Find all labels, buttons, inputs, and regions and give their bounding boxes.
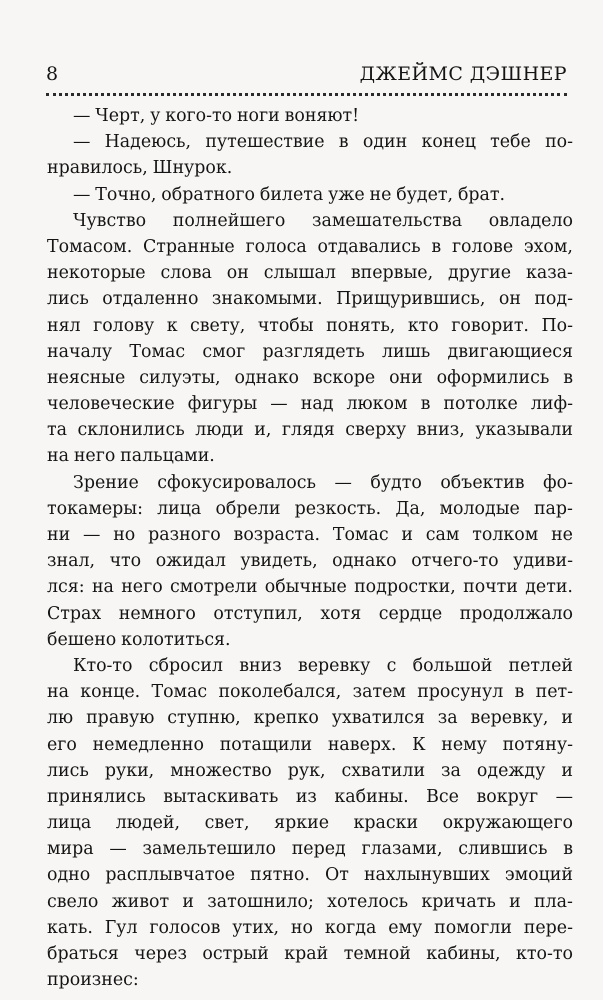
word: — bbox=[73, 132, 91, 153]
word: на bbox=[91, 577, 114, 598]
text-line bbox=[47, 574, 573, 600]
word: будет, bbox=[396, 184, 454, 205]
word: свету, bbox=[190, 315, 246, 336]
word: острый bbox=[202, 944, 269, 964]
word: кабины. bbox=[334, 786, 409, 807]
text-line bbox=[47, 758, 573, 784]
word: фигуры bbox=[187, 394, 258, 415]
word: потяну- bbox=[502, 734, 573, 755]
word: конец bbox=[421, 132, 476, 153]
text-line bbox=[47, 705, 573, 731]
word: произнес: bbox=[47, 970, 139, 991]
word: замешательства bbox=[312, 210, 463, 231]
word: расплывчатое bbox=[105, 865, 236, 886]
word: одно bbox=[47, 865, 91, 886]
word: продолжало bbox=[459, 603, 573, 624]
word: хотя bbox=[320, 603, 362, 624]
text-line bbox=[47, 470, 573, 496]
word: ни bbox=[47, 525, 71, 545]
word: разглядеть bbox=[262, 341, 365, 362]
word: на bbox=[47, 446, 69, 467]
header-dotted-rule bbox=[46, 93, 567, 96]
word: началу bbox=[47, 341, 113, 362]
word: пальцами. bbox=[120, 446, 215, 467]
word: свело bbox=[47, 891, 99, 912]
word: в bbox=[338, 132, 349, 153]
word: темной bbox=[343, 944, 411, 964]
text-line bbox=[47, 522, 573, 548]
word: Странные bbox=[142, 236, 235, 257]
word: лись bbox=[47, 760, 89, 781]
page-header bbox=[46, 62, 567, 88]
word: лица bbox=[157, 498, 202, 519]
word: людей, bbox=[115, 813, 181, 834]
word: Зрение bbox=[73, 472, 139, 493]
word: веревку bbox=[297, 655, 371, 676]
word: кто-то bbox=[516, 944, 573, 964]
word: впервые, bbox=[350, 263, 434, 284]
word: поколебался, bbox=[218, 682, 342, 703]
word: браться bbox=[47, 944, 119, 964]
text-line bbox=[47, 836, 573, 862]
word: он bbox=[498, 289, 521, 310]
word: каза- bbox=[525, 263, 573, 284]
word: его bbox=[47, 734, 77, 755]
word: над bbox=[300, 394, 334, 415]
word: нравилось, bbox=[47, 158, 148, 179]
text-line bbox=[47, 417, 573, 443]
word: голову bbox=[93, 315, 155, 336]
word: тебе bbox=[490, 132, 531, 153]
text-line bbox=[47, 182, 573, 208]
word: чтобы bbox=[257, 315, 314, 336]
word: пет- bbox=[535, 682, 573, 703]
word: перед bbox=[291, 839, 346, 860]
word: Гул bbox=[104, 917, 138, 938]
word: — bbox=[73, 184, 91, 205]
word: принялись bbox=[47, 786, 146, 807]
word: брат. bbox=[457, 184, 506, 205]
word: билета bbox=[259, 184, 324, 205]
word: руки, bbox=[104, 760, 155, 781]
word: обрели bbox=[215, 498, 281, 519]
word: токамеры: bbox=[47, 498, 143, 519]
word: одежду bbox=[476, 760, 546, 781]
word: По- bbox=[541, 315, 573, 336]
text-line bbox=[47, 810, 573, 836]
word: фо- bbox=[542, 472, 573, 493]
word: разного bbox=[148, 525, 221, 545]
word: через bbox=[134, 944, 187, 964]
word: Томас bbox=[129, 341, 186, 362]
word: слившись bbox=[458, 839, 548, 860]
text-line bbox=[47, 496, 573, 522]
word: силуэты, bbox=[139, 367, 221, 388]
word: и bbox=[509, 891, 521, 912]
word: за bbox=[441, 760, 461, 781]
text-line bbox=[47, 784, 573, 810]
word: окружающего bbox=[442, 813, 573, 834]
word: Чувство bbox=[73, 210, 147, 231]
body-text bbox=[47, 103, 573, 993]
word: другие bbox=[448, 263, 512, 284]
word: один bbox=[362, 132, 408, 153]
word: — bbox=[334, 472, 352, 493]
text-line bbox=[47, 732, 573, 758]
word: удиви- bbox=[513, 551, 573, 572]
word: нему bbox=[441, 734, 487, 755]
word: Шнурок. bbox=[152, 158, 233, 179]
word: немедленно bbox=[92, 734, 204, 755]
word: глазами, bbox=[361, 839, 443, 860]
word: нахлынувших bbox=[363, 865, 490, 886]
word: дети. bbox=[525, 577, 573, 598]
word: — bbox=[83, 525, 101, 545]
text-line bbox=[47, 601, 573, 627]
text-line bbox=[47, 679, 573, 705]
text-line bbox=[47, 208, 573, 234]
word: сам bbox=[425, 525, 460, 545]
text-line bbox=[47, 313, 573, 339]
word: по- bbox=[545, 132, 573, 153]
word: объектив bbox=[440, 472, 525, 493]
word: к bbox=[166, 315, 178, 336]
word: отступил, bbox=[213, 603, 303, 624]
word: не bbox=[369, 184, 392, 205]
word: он bbox=[226, 263, 249, 284]
word: утих, bbox=[232, 917, 280, 938]
word: однако bbox=[234, 367, 299, 388]
word: живот bbox=[111, 891, 170, 912]
word: сердце bbox=[378, 603, 443, 624]
word: затошнило; bbox=[207, 891, 314, 912]
word: ноги bbox=[236, 106, 280, 126]
word: кто bbox=[407, 315, 439, 336]
word: под- bbox=[534, 289, 573, 310]
word: оформились bbox=[436, 367, 550, 388]
word: и bbox=[401, 525, 413, 545]
word: они bbox=[389, 367, 423, 388]
word: кабины, bbox=[426, 944, 501, 964]
word: веревку, bbox=[470, 708, 549, 729]
word: знал, bbox=[47, 551, 96, 572]
word: ожидал bbox=[155, 551, 226, 572]
word: обычные bbox=[264, 577, 347, 598]
word: сфокусировалось bbox=[157, 472, 316, 493]
word: От bbox=[324, 865, 349, 886]
word: Томас bbox=[332, 525, 389, 545]
word: понять, bbox=[326, 315, 396, 336]
word: правую bbox=[86, 708, 155, 729]
text-line bbox=[47, 967, 573, 993]
word: бешено bbox=[47, 629, 117, 650]
word: Точно, bbox=[95, 184, 157, 205]
text-line bbox=[47, 889, 573, 915]
word: вытаскивать bbox=[163, 786, 279, 807]
word: лишь bbox=[381, 341, 431, 362]
word: Черт, bbox=[95, 106, 146, 126]
word: отдавались bbox=[317, 236, 421, 257]
word: множество bbox=[170, 760, 272, 781]
word: яркие bbox=[274, 813, 329, 834]
word: Томас bbox=[151, 682, 208, 703]
word: некоторые bbox=[47, 263, 146, 284]
word: увидеть, bbox=[240, 551, 318, 572]
word: замельтешило bbox=[142, 839, 276, 860]
word: большой bbox=[412, 655, 493, 676]
word: человеческие bbox=[47, 394, 175, 415]
word: просунул bbox=[417, 682, 504, 703]
word: свет, bbox=[204, 813, 250, 834]
word: пятно. bbox=[250, 865, 310, 886]
word: петлей bbox=[508, 655, 573, 676]
word: Томасом. bbox=[47, 236, 133, 257]
word: него bbox=[73, 446, 116, 467]
word: крепко bbox=[253, 708, 319, 729]
word: подростки, bbox=[354, 577, 456, 598]
word: в bbox=[431, 236, 442, 257]
word: Страх bbox=[47, 603, 102, 624]
text-line bbox=[47, 548, 573, 574]
word: в bbox=[420, 394, 431, 415]
word: люком bbox=[346, 394, 408, 415]
text-line bbox=[47, 627, 573, 653]
word: мира bbox=[47, 839, 94, 860]
word: толком bbox=[472, 525, 539, 545]
word: — bbox=[73, 106, 91, 126]
word: ему bbox=[388, 917, 423, 938]
text-line bbox=[47, 234, 573, 260]
text-line bbox=[47, 653, 573, 679]
word: воняют! bbox=[284, 106, 360, 126]
word: возраста. bbox=[233, 525, 321, 545]
word: Надеюсь, bbox=[104, 132, 192, 153]
text-line bbox=[47, 129, 573, 155]
text-line bbox=[47, 941, 573, 967]
word: с bbox=[386, 655, 397, 676]
word: помогли bbox=[434, 917, 512, 938]
word: обратного bbox=[161, 184, 255, 205]
word: полнейшего bbox=[172, 210, 286, 231]
running-head-author: ДЖЕЙМС ДЭШНЕР bbox=[359, 63, 567, 85]
word: и bbox=[561, 760, 573, 781]
word: слова bbox=[160, 263, 212, 284]
word: в bbox=[563, 839, 573, 860]
word: голосов bbox=[149, 917, 221, 938]
word: слышал bbox=[263, 263, 336, 284]
word: лся: bbox=[47, 577, 85, 598]
word: будто bbox=[370, 472, 422, 493]
word: та bbox=[47, 420, 67, 441]
word: знакомыми. bbox=[211, 289, 323, 310]
word: нял bbox=[47, 315, 81, 336]
word: говорит. bbox=[451, 315, 529, 336]
word: что bbox=[109, 551, 142, 572]
word: лиф- bbox=[530, 394, 573, 415]
text-line bbox=[47, 103, 573, 129]
word: и, bbox=[254, 420, 272, 441]
word: пере- bbox=[523, 917, 573, 938]
word: Кто-то bbox=[73, 655, 133, 676]
word: сверху bbox=[345, 420, 407, 441]
word: глядя bbox=[281, 420, 335, 441]
word: в bbox=[563, 367, 573, 388]
word: отчего-то bbox=[411, 551, 499, 572]
word: эмоций bbox=[504, 865, 573, 886]
word: лю bbox=[47, 708, 74, 729]
text-line bbox=[47, 862, 573, 888]
word: однако bbox=[332, 551, 397, 572]
word: потащили bbox=[219, 734, 313, 755]
word: вниз, bbox=[416, 420, 465, 441]
word: Все bbox=[426, 786, 459, 807]
word: из bbox=[295, 786, 317, 807]
text-line bbox=[47, 155, 573, 181]
word: Да, bbox=[395, 498, 426, 519]
text-line bbox=[47, 286, 573, 312]
word: край bbox=[284, 944, 329, 964]
word: затем bbox=[352, 682, 406, 703]
word: пар- bbox=[533, 498, 573, 519]
word: в bbox=[514, 682, 525, 703]
word: люди bbox=[195, 420, 244, 441]
word: краски bbox=[353, 813, 419, 834]
text-line bbox=[47, 339, 573, 365]
word: у bbox=[150, 106, 161, 126]
word: него bbox=[121, 577, 163, 598]
word: склонились bbox=[77, 420, 185, 441]
word: за bbox=[437, 708, 458, 729]
word: голоса bbox=[245, 236, 307, 257]
word: но bbox=[290, 917, 313, 938]
word: путешествие bbox=[205, 132, 325, 153]
word: эхом, bbox=[523, 236, 573, 257]
word: кого-то bbox=[165, 106, 233, 126]
word: смотрели bbox=[170, 577, 258, 598]
word: молодые bbox=[439, 498, 520, 519]
text-line bbox=[47, 443, 573, 469]
word: отдаленно bbox=[102, 289, 199, 310]
word: сбросил bbox=[148, 655, 223, 676]
word: вскоре bbox=[312, 367, 376, 388]
word: смог bbox=[202, 341, 246, 362]
word: Прищурившись, bbox=[336, 289, 486, 310]
word: овладело bbox=[488, 210, 573, 231]
word: указывали bbox=[475, 420, 573, 441]
word: лись bbox=[47, 289, 89, 310]
word: резкость. bbox=[294, 498, 382, 519]
word: конце. bbox=[80, 682, 141, 703]
text-line bbox=[47, 260, 573, 286]
word: почти bbox=[463, 577, 518, 598]
word: неясные bbox=[47, 367, 126, 388]
word: не bbox=[551, 525, 573, 545]
word: на bbox=[47, 682, 69, 703]
word: ухватился bbox=[331, 708, 425, 729]
word: наверх. bbox=[327, 734, 397, 755]
word: хотелось bbox=[327, 891, 409, 912]
word: когда bbox=[324, 917, 377, 938]
word: ступню, bbox=[167, 708, 241, 729]
word: голове bbox=[451, 236, 514, 257]
word: кать. bbox=[47, 917, 93, 938]
word: схватили bbox=[341, 760, 426, 781]
word: К bbox=[412, 734, 426, 755]
word: немного bbox=[118, 603, 196, 624]
word: — bbox=[109, 839, 127, 860]
word: двигающиеся bbox=[447, 341, 573, 362]
word: — bbox=[555, 786, 573, 807]
page-number: 8 bbox=[46, 63, 59, 85]
word: но bbox=[113, 525, 136, 545]
word: и bbox=[561, 708, 573, 729]
word: вниз bbox=[239, 655, 282, 676]
word: — bbox=[270, 394, 288, 415]
word: рук, bbox=[287, 760, 326, 781]
word: кричать bbox=[421, 891, 496, 912]
word: и bbox=[182, 891, 194, 912]
word: вокруг bbox=[476, 786, 539, 807]
text-line bbox=[47, 915, 573, 941]
text-line bbox=[47, 391, 573, 417]
word: пла- bbox=[534, 891, 573, 912]
word: уже bbox=[328, 184, 365, 205]
text-line bbox=[47, 365, 573, 391]
word: лица bbox=[47, 813, 92, 834]
word: колотиться. bbox=[121, 629, 231, 650]
word: потолке bbox=[443, 394, 518, 415]
